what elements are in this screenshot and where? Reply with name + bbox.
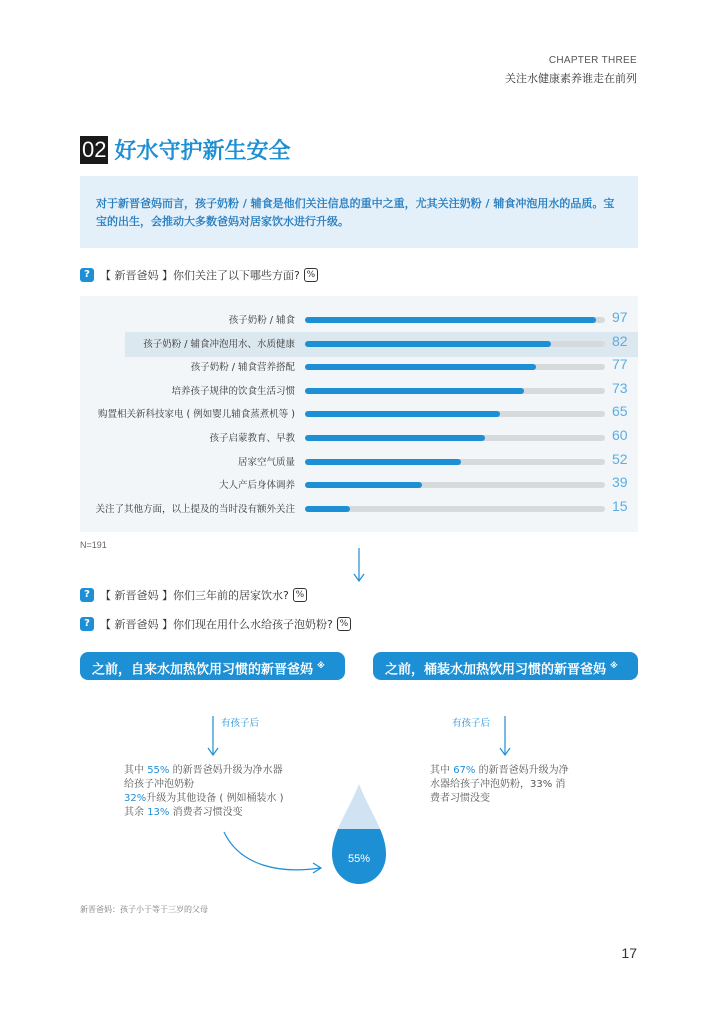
water-drop-chart [330,782,388,886]
bar-row [80,379,638,402]
bar-track [305,459,605,465]
bar-fill [305,435,485,441]
bar-row [80,473,638,496]
bar-label: 关注了其他方面，以上提及的当时没有额外关注 [95,503,295,515]
curved-arrow-icon [220,828,330,878]
bar-fill [305,364,536,370]
question-icon: ? [80,588,94,602]
sample-size: N=191 [80,540,107,550]
bar-fill [305,341,551,347]
chapter-header [505,55,637,86]
bar-value: 77 [612,356,628,373]
bar-label: 购置相关新科技家电 ( 例如婴儿辅食蒸煮机等 ) [98,409,295,421]
bar-value: 82 [612,332,628,349]
bar-track [305,364,605,370]
section-number: 02 [82,136,107,162]
desc-line: 费者习惯没变 [430,793,490,804]
question-icon: ? [80,617,94,631]
bar-value: 15 [612,497,628,514]
bar-label: 大人产后身体调养 [218,480,295,492]
bar-value: 39 [612,474,628,491]
bar-row [80,402,638,425]
bar-track [305,482,605,488]
bar-row [80,355,638,378]
desc-line: 水器给孩子冲泡奶粉，33% 消 [430,779,566,790]
bar-label: 孩子启蒙教育、早教 [209,433,295,444]
question-text: 【 新晋爸妈 】你们关注了以下哪些方面? [100,269,300,282]
bar-fill [305,388,524,394]
desc-line: 32%升级为其他设备 ( 例如桶装水 ) [124,793,284,804]
left-panel-pill [80,652,345,680]
bar-label: 孩子奶粉 / 辅食冲泡用水、水质健康 [143,338,295,350]
bar-track [305,411,605,417]
intro-box: 对于新晋爸妈而言，孩子奶粉 / 辅食是他们关注信息的重中之重，尤其关注奶粉 / 辅食冲泡用水的品质。宝宝的出生，会推动大多数爸妈对居家饮水进行升级。 [80,176,638,248]
bar-label: 孩子奶粉 / 辅食营养搭配 [190,362,295,374]
desc-line: 其中 55% 的新晋爸妈升级为净水器 [124,765,283,776]
bar-label: 培养孩子规律的饮食生活习惯 [171,385,295,397]
percent-icon: % [293,588,307,602]
left-pill-mark: ※ [317,661,325,670]
bar-label: 居家空气质量 [237,456,295,468]
bar-fill [305,317,596,323]
right-panel-pill [373,652,638,680]
bar-row [80,450,638,473]
desc-line: 其中 67% 的新晋爸妈升级为净 [430,765,569,776]
bar-track [305,506,605,512]
bar-track [305,341,605,347]
chapter-label: CHAPTER THREE [548,55,637,66]
bar-value: 60 [612,427,628,443]
left-down-arrow-icon [206,716,220,758]
bar-fill [305,411,500,417]
right-pill-mark: ※ [610,661,618,670]
bar-value: 52 [612,450,628,467]
chapter-subtitle: 关注水健康素养谁走在前列 [505,72,637,85]
question-icon: ? [80,268,94,282]
left-pill-text: 之前，自来水加热饮用习惯的新晋爸妈 [92,662,314,678]
bar-fill [305,506,350,512]
bar-value: 97 [612,309,628,325]
bar-row [80,426,638,449]
bar-row [80,332,638,355]
right-down-arrow-icon [498,716,512,758]
right-arrow-label: 有孩子后 [452,718,491,729]
bar-track [305,388,605,394]
down-arrow-icon [352,548,366,584]
percent-icon: % [304,268,318,282]
section-heading [80,134,291,165]
right-description [430,764,600,806]
bar-fill [305,482,422,488]
section-title: 好水守护新生安全 [114,139,291,164]
bar-row [80,497,638,520]
page-number: 17 [621,945,637,961]
bar-track [305,435,605,441]
bar-value: 73 [612,379,628,396]
left-arrow-label: 有孩子后 [221,718,260,729]
desc-line: 给孩子冲泡奶粉 [124,779,194,790]
left-description [124,764,324,820]
question-text: 【 新晋爸妈 】你们现在用什么水给孩子泡奶粉? [100,618,333,631]
bar-row [80,308,638,331]
question-3 [80,616,351,632]
percent-icon: % [337,617,351,631]
bar-fill [305,459,461,465]
bar-label: 孩子奶粉 / 辅食 [228,315,295,326]
footnote: 新晋爸妈：孩子小于等于三岁的父母 [80,905,208,914]
bar-track [305,317,605,323]
bar-value: 65 [612,403,628,420]
drop-value: 55% [347,853,371,865]
question-2 [80,587,307,603]
question-text: 【 新晋爸妈 】你们三年前的居家饮水? [100,589,289,602]
right-pill-text: 之前，桶装水加热饮用习惯的新晋爸妈 [385,662,607,678]
question-1 [80,267,318,283]
desc-line: 其余 13% 消费者习惯没变 [124,807,243,818]
